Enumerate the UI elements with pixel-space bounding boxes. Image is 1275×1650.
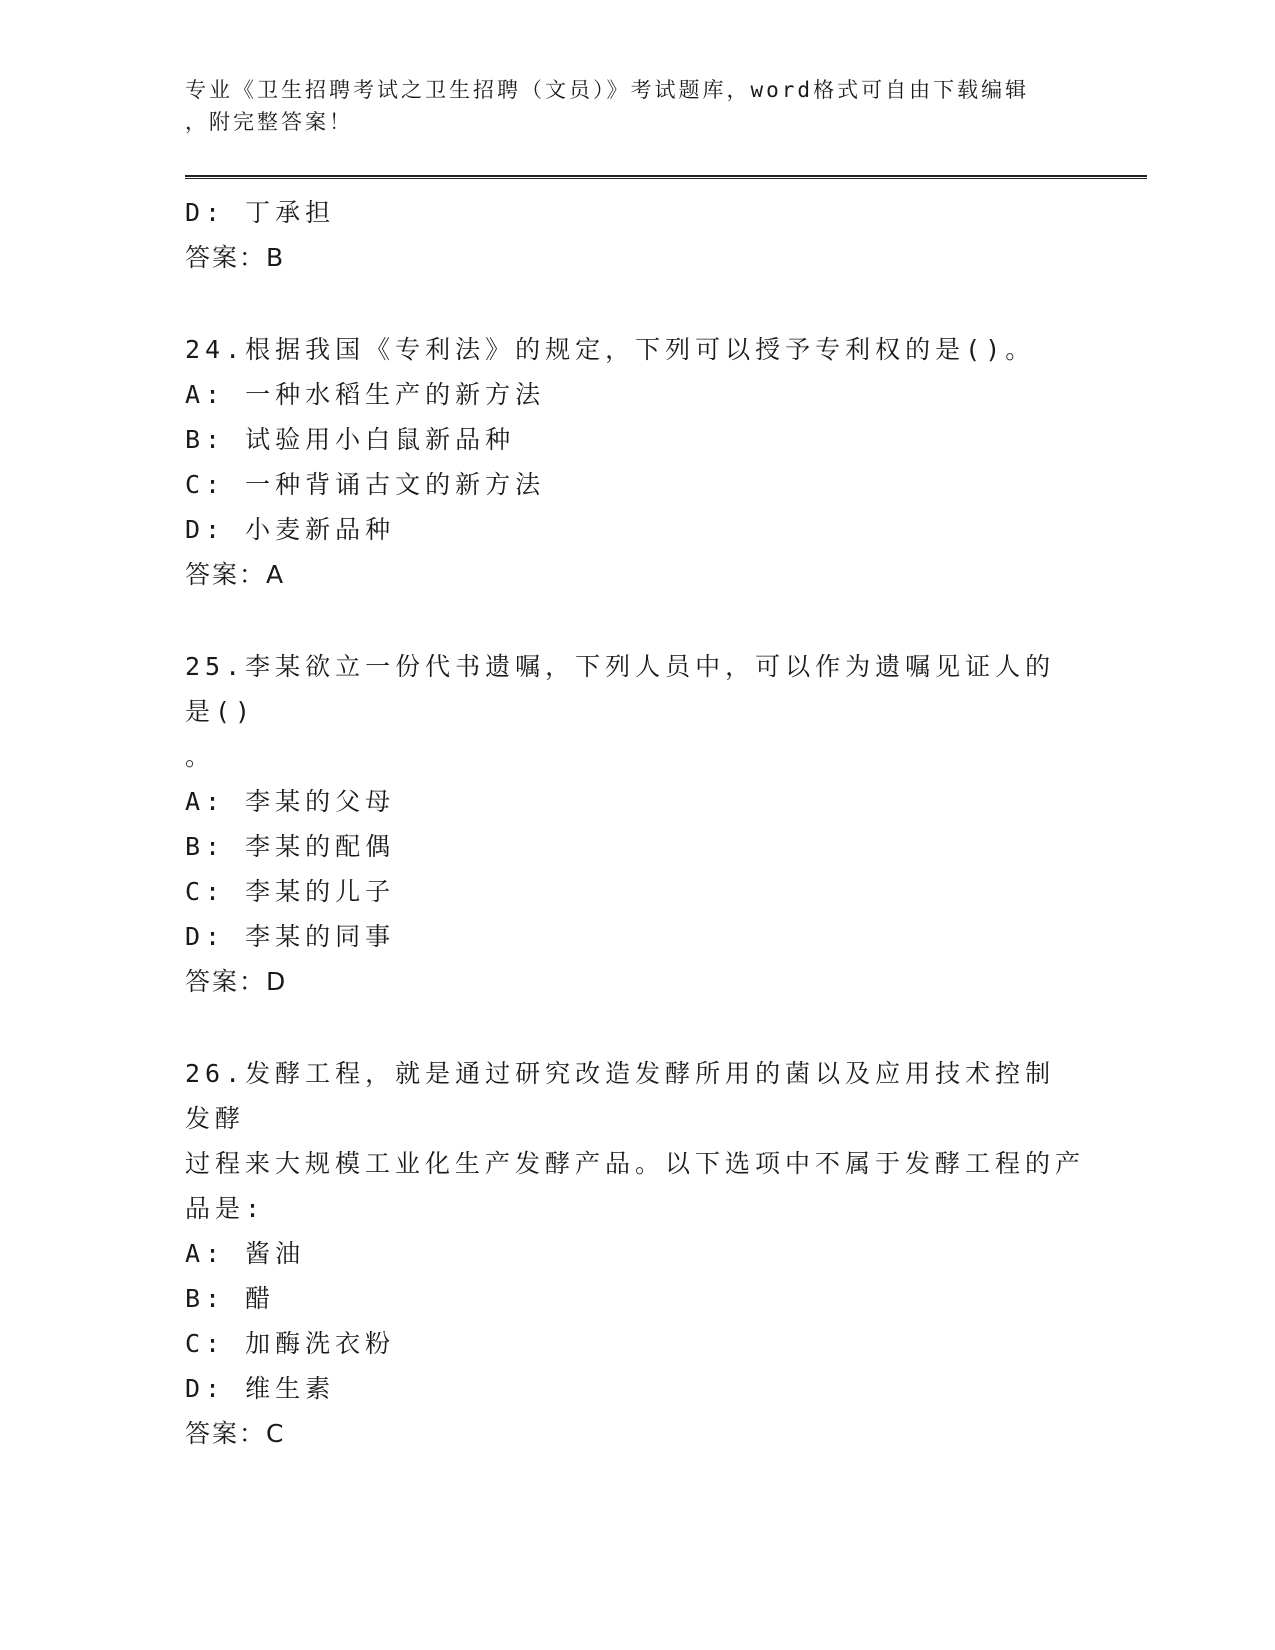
- header-line-2: ，附完整答案！: [185, 110, 353, 134]
- question-fragment: [185, 190, 1085, 280]
- question-25: [185, 644, 1085, 1004]
- option-b: B: 试验用小白鼠新品种: [185, 425, 516, 454]
- question-text-continued: 过程来大规模工业化生产发酵产品。以下选项中不属于发酵工程的产: [185, 1149, 1086, 1178]
- question-text: 24.根据我国《专利法》的规定，下列可以授予专利权的是()。: [185, 335, 1036, 364]
- header-divider: [185, 175, 1147, 179]
- option-c: C: 加酶洗衣粉: [185, 1329, 396, 1358]
- option-a: A: 酱油: [185, 1239, 306, 1268]
- option-d: D: 小麦新品种: [185, 515, 396, 544]
- question-text: 25.李某欲立一份代书遗嘱，下列人员中，可以作为遗嘱见证人的是(): [185, 652, 1056, 726]
- question-text-continued: 。: [185, 742, 216, 771]
- question-26: [185, 1051, 1085, 1456]
- answer-line: 答案：B: [185, 243, 286, 272]
- answer-line: 答案：D: [185, 967, 288, 996]
- option-c: C: 一种背诵古文的新方法: [185, 470, 546, 499]
- document-header: [185, 74, 1085, 138]
- option-b: B: 李某的配偶: [185, 832, 396, 861]
- header-line-1: 专业《卫生招聘考试之卫生招聘（文员）》考试题库，word格式可自由下载编辑: [185, 78, 1030, 102]
- question-text: 26.发酵工程，就是通过研究改造发酵所用的菌以及应用技术控制发酵: [185, 1059, 1056, 1133]
- option-d: D: 维生素: [185, 1374, 336, 1403]
- question-24: [185, 327, 1085, 597]
- option-d: D: 李某的同事: [185, 922, 396, 951]
- question-text-continued: 品是:: [185, 1194, 266, 1223]
- option-c: C: 李某的儿子: [185, 877, 396, 906]
- option-a: A: 李某的父母: [185, 787, 396, 816]
- option-a: A: 一种水稻生产的新方法: [185, 380, 546, 409]
- option-b: B: 醋: [185, 1284, 276, 1313]
- option-d: D: 丁承担: [185, 198, 336, 227]
- answer-line: 答案：A: [185, 560, 286, 589]
- answer-line: 答案：C: [185, 1419, 286, 1448]
- question-list: [185, 190, 1085, 1503]
